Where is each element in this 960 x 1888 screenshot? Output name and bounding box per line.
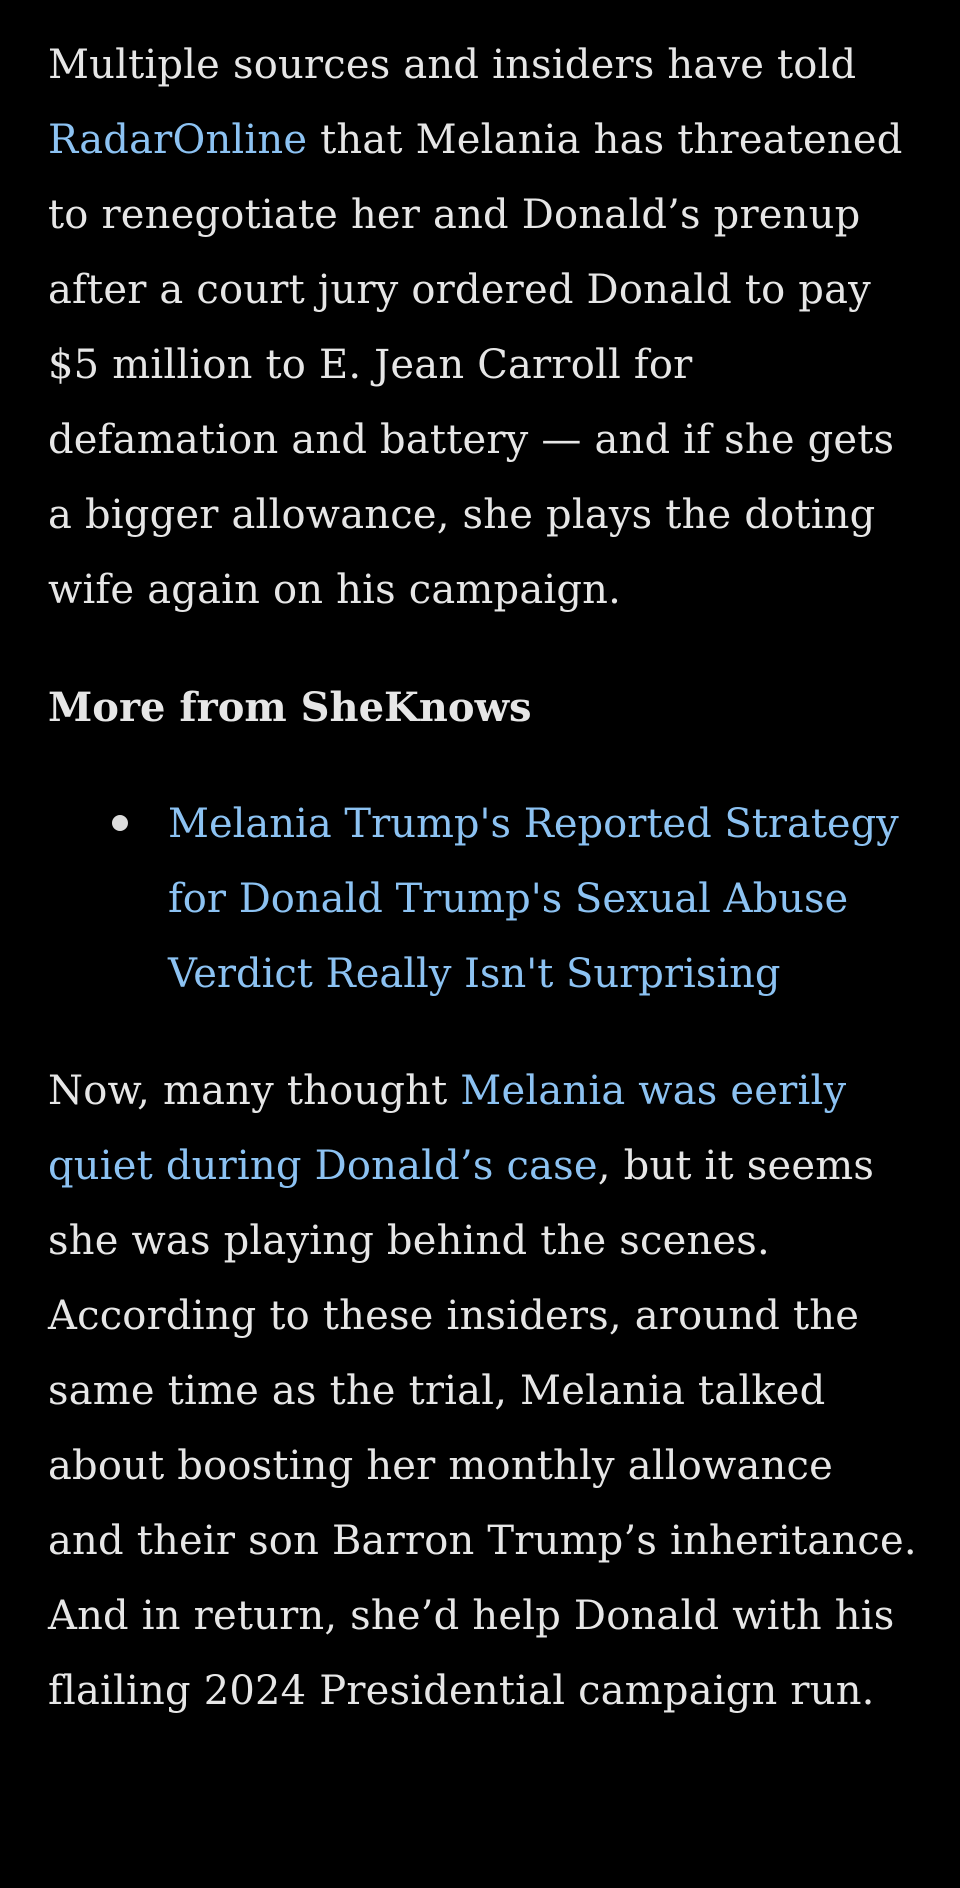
paragraph-1-intro-text: Multiple sources and insiders have told — [48, 42, 857, 88]
paragraph-1-body-text: that Melania has threatened to renegotiate her and Donald’s prenup after a court jury ordered Donald to pay $5 million to E. Jean Carroll for defamation and battery — and if she gets a bigger allowance, she plays the doting wife again on his campaign. — [48, 117, 903, 613]
article-paragraph-2 — [48, 1054, 918, 1729]
related-article-link[interactable]: Melania Trump's Reported Strategy for Donald Trump's Sexual Abuse Verdict Really Isn't Surprising — [168, 801, 899, 997]
paragraph-2-body-text: , but it seems she was playing behind the scenes. According to these insiders, around the same time as the trial, Melania talked about boosting her monthly allowance and their son Barron Trump’s inheritance. And in return, she’d help Donald with his flailing 2024 Presidential campaign run. — [48, 1143, 917, 1714]
paragraph-2-intro-text: Now, many thought — [48, 1068, 461, 1114]
radaronline-link[interactable]: RadarOnline — [48, 117, 308, 163]
bullet-icon — [112, 815, 128, 831]
article-paragraph-1 — [48, 28, 918, 628]
melania-quiet-link[interactable]: Melania was eerily quiet during Donald’s case — [48, 1068, 847, 1189]
article-body — [48, 28, 918, 1729]
related-articles-list — [48, 787, 918, 1012]
more-from-heading: More from SheKnows — [48, 684, 532, 731]
related-article-item — [168, 787, 918, 1012]
